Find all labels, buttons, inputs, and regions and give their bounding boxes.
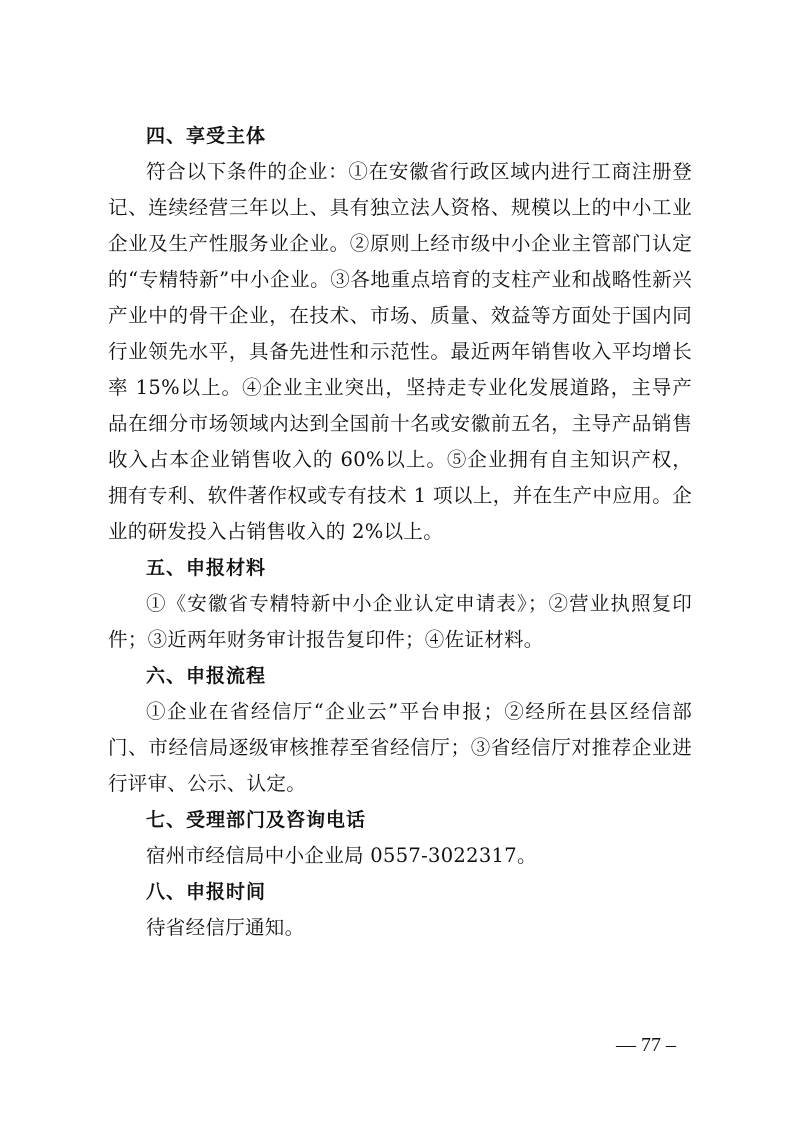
section-paragraph-process: ①企业在省经信厅“企业云”平台申报；②经所在县区经信部门、市经信局逐级审核推荐至省经信厅；③省经信厅对推荐企业进行评审、公示、认定。 — [108, 700, 692, 795]
section-heading-materials: 五、申报材料 — [146, 557, 267, 579]
document-body — [108, 118, 692, 946]
section-heading-time: 八、申报时间 — [146, 881, 267, 903]
section-heading-eligibility: 四、享受主体 — [146, 125, 267, 147]
section-heading-contact: 七、受理部门及咨询电话 — [146, 809, 367, 831]
section-paragraph-contact: 宿州市经信局中小企业局 0557-3022317。 — [146, 844, 537, 867]
page-number: — 77 – — [616, 1034, 676, 1056]
section-paragraph-time: 待省经信厅通知。 — [146, 916, 305, 939]
section-heading-process: 六、申报流程 — [146, 665, 267, 687]
section-paragraph-materials: ①《安徽省专精特新中小企业认定申请表》；②营业执照复印件；③近两年财务审计报告复印件；④佐证材料。 — [108, 592, 692, 651]
section-paragraph-eligibility: 符合以下条件的企业：①在安徽省行政区域内进行工商注册登记、连续经营三年以上、具有独立法人资格、规模以上的中小工业企业及生产性服务业企业。②原则上经市级中小企业主管部门认定的“专精特新”中小企业。③各地重点培育的支柱产业和战略性新兴产业中的骨干企业，在技术、市场、质量、效益等方面处于国内同行业领先水平，具备先进性和示范性。最近两年销售收入平均增长率 15%以上。④企业主业突出，坚持走专业化发展道路，主导产品在细分市场领域内达到全国前十名或安徽前五名，主导产品销售收入占本企业销售收入的 60%以上。⑤企业拥有自主知识产权，拥有专利、软件著作权或专有技术 1 项以上，并在生产中应用。企业的研发投入占销售收入的 2%以上。 — [108, 160, 692, 543]
